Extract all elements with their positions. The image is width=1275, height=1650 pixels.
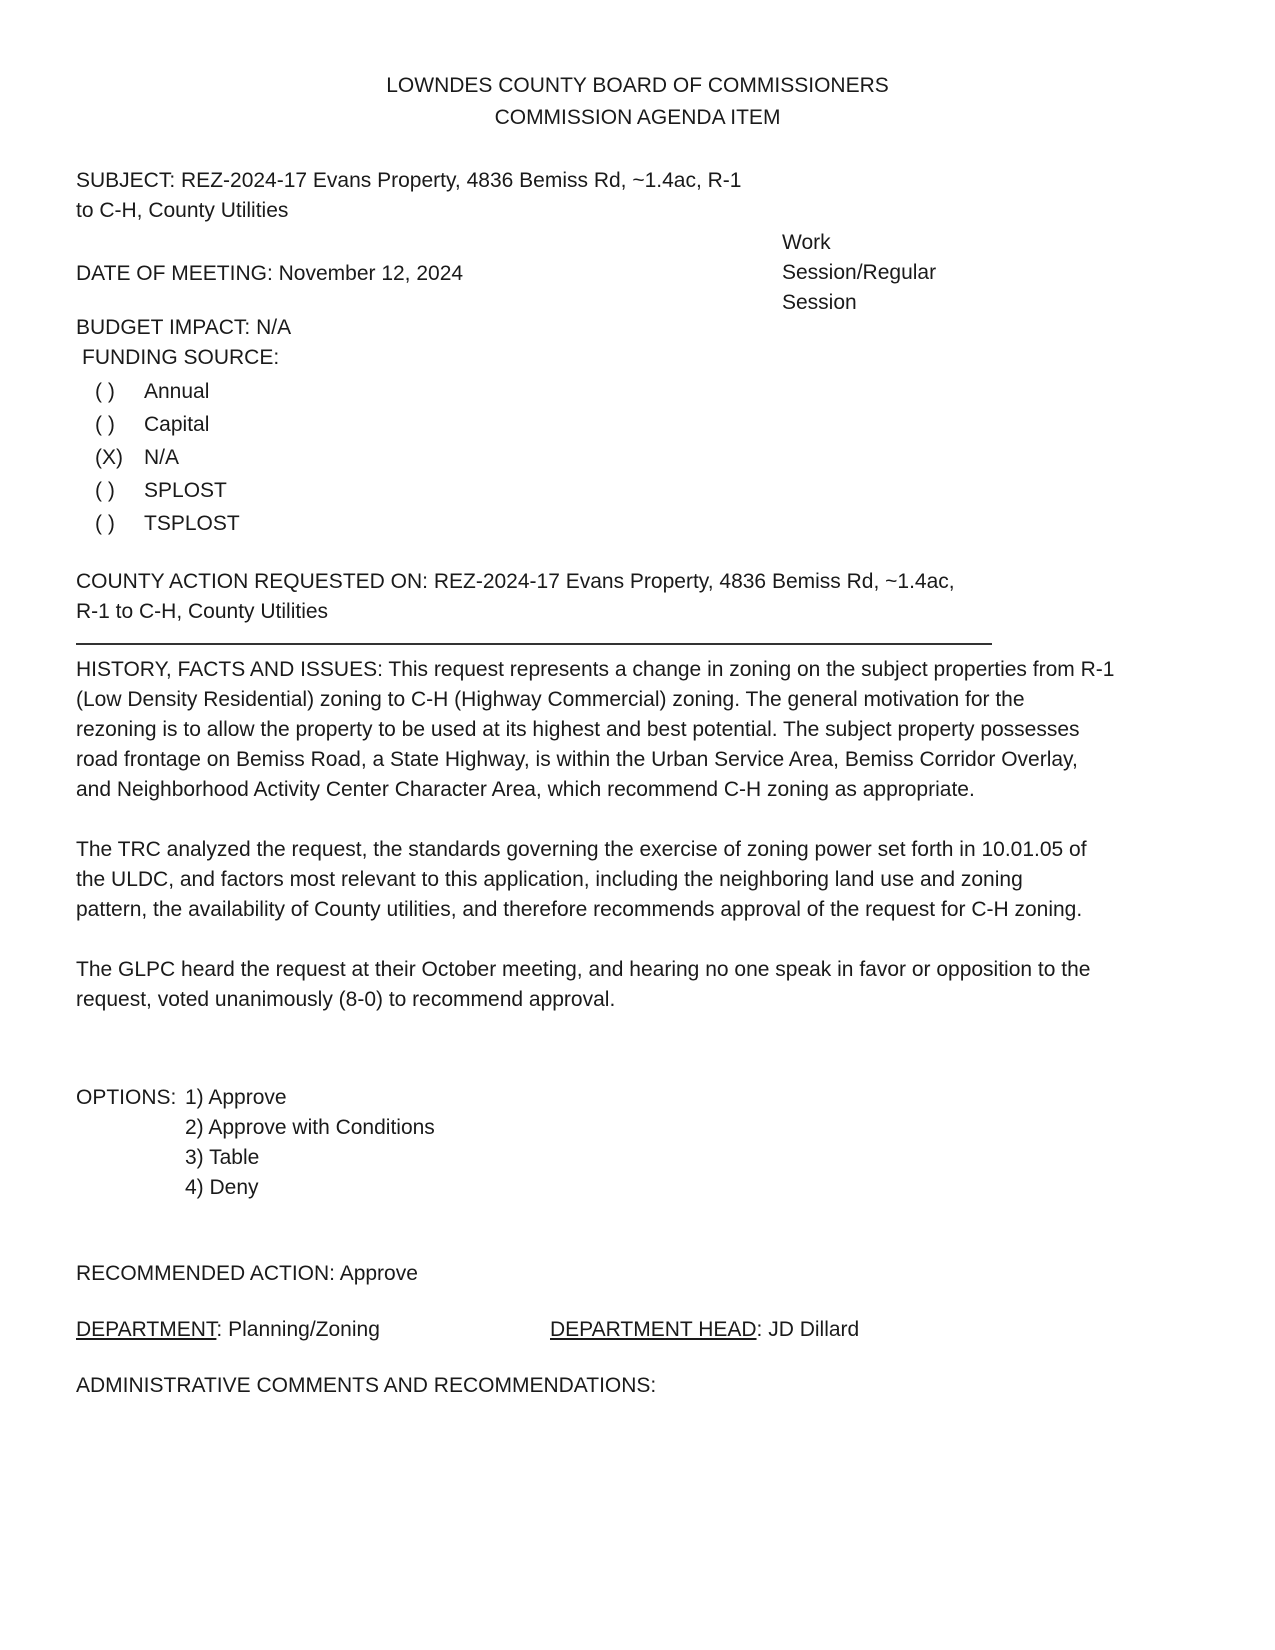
funding-checkbox-tsplost: ( ) — [95, 512, 115, 535]
subject-line-1: SUBJECT: REZ-2024-17 Evans Property, 4836 Bemiss Rd, ~1.4ac, R-1 — [76, 169, 742, 192]
department-head-value: : JD Dillard — [756, 1318, 860, 1341]
history-paragraph-3 — [76, 955, 1196, 1015]
history-p1-line: and Neighborhood Activity Center Character Area, which recommend C-H zoning as appropriate. — [76, 778, 975, 801]
option-item: 4) Deny — [185, 1176, 259, 1199]
option-item: 2) Approve with Conditions — [185, 1116, 435, 1139]
funding-checkbox-capital: ( ) — [95, 413, 115, 436]
session-type-2: Session/Regular — [782, 261, 937, 284]
history-p2-line: The TRC analyzed the request, the standards governing the exercise of zoning power set forth in 10.01.05 of — [76, 838, 1087, 861]
action-requested-line-1: COUNTY ACTION REQUESTED ON: REZ-2024-17 Evans Property, 4836 Bemiss Rd, ~1.4ac, — [76, 570, 955, 593]
option-item: 1) Approve — [185, 1086, 287, 1109]
funding-label-capital: Capital — [144, 413, 210, 436]
funding-checkbox-na: (X) — [95, 446, 123, 469]
section-divider — [76, 643, 992, 645]
department-head-label: DEPARTMENT HEAD — [550, 1318, 757, 1341]
subject-line-2: to C-H, County Utilities — [76, 199, 289, 222]
history-p3-line: request, voted unanimously (8-0) to recommend approval. — [76, 988, 616, 1011]
document-subtitle: COMMISSION AGENDA ITEM — [494, 106, 781, 129]
department-value: : Planning/Zoning — [216, 1318, 380, 1341]
history-p2-line: the ULDC, and factors most relevant to this application, including the neighboring land use and zoning — [76, 868, 1023, 891]
recommended-action: RECOMMENDED ACTION: Approve — [76, 1262, 418, 1285]
history-p1-line: HISTORY, FACTS AND ISSUES: This request represents a change in zoning on the subject properties from R-1 — [76, 658, 1115, 681]
funding-label-tsplost: TSPLOST — [144, 512, 240, 535]
option-item: 3) Table — [185, 1146, 260, 1169]
funding-checkbox-splost: ( ) — [95, 479, 115, 502]
funding-checkbox-annual: ( ) — [95, 380, 115, 403]
meeting-date: DATE OF MEETING: November 12, 2024 — [76, 262, 464, 285]
document-title: LOWNDES COUNTY BOARD OF COMMISSIONERS — [386, 74, 889, 97]
history-p1-line: (Low Density Residential) zoning to C-H (Highway Commercial) zoning. The general motivation for the — [76, 688, 1025, 711]
history-p1-line: road frontage on Bemiss Road, a State Highway, is within the Urban Service Area, Bemiss Corridor Overlay, — [76, 748, 1078, 771]
history-p1-line: rezoning is to allow the property to be used at its highest and best potential. The subject property possesses — [76, 718, 1080, 741]
options-label: OPTIONS: — [76, 1086, 177, 1109]
funding-source-label: FUNDING SOURCE: — [82, 346, 280, 369]
funding-label-na: N/A — [144, 446, 180, 469]
history-paragraph-2 — [76, 835, 1196, 925]
funding-label-splost: SPLOST — [144, 479, 227, 502]
funding-label-annual: Annual — [144, 380, 210, 403]
session-type-1: Work — [782, 231, 831, 254]
admin-comments-heading: ADMINISTRATIVE COMMENTS AND RECOMMENDATIONS: — [76, 1374, 657, 1397]
department-label: DEPARTMENT — [76, 1318, 217, 1341]
budget-impact: BUDGET IMPACT: N/A — [76, 316, 292, 339]
history-paragraph-1 — [76, 655, 1196, 805]
department-head-field — [550, 1318, 859, 1342]
session-type-3: Session — [782, 291, 857, 314]
history-p2-line: pattern, the availability of County utilities, and therefore recommends approval of the request for C-H zoning. — [76, 898, 1083, 921]
history-p3-line: The GLPC heard the request at their October meeting, and hearing no one speak in favor or opposition to the — [76, 958, 1091, 981]
action-requested-line-2: R-1 to C-H, County Utilities — [76, 600, 329, 623]
department-field — [76, 1318, 380, 1342]
